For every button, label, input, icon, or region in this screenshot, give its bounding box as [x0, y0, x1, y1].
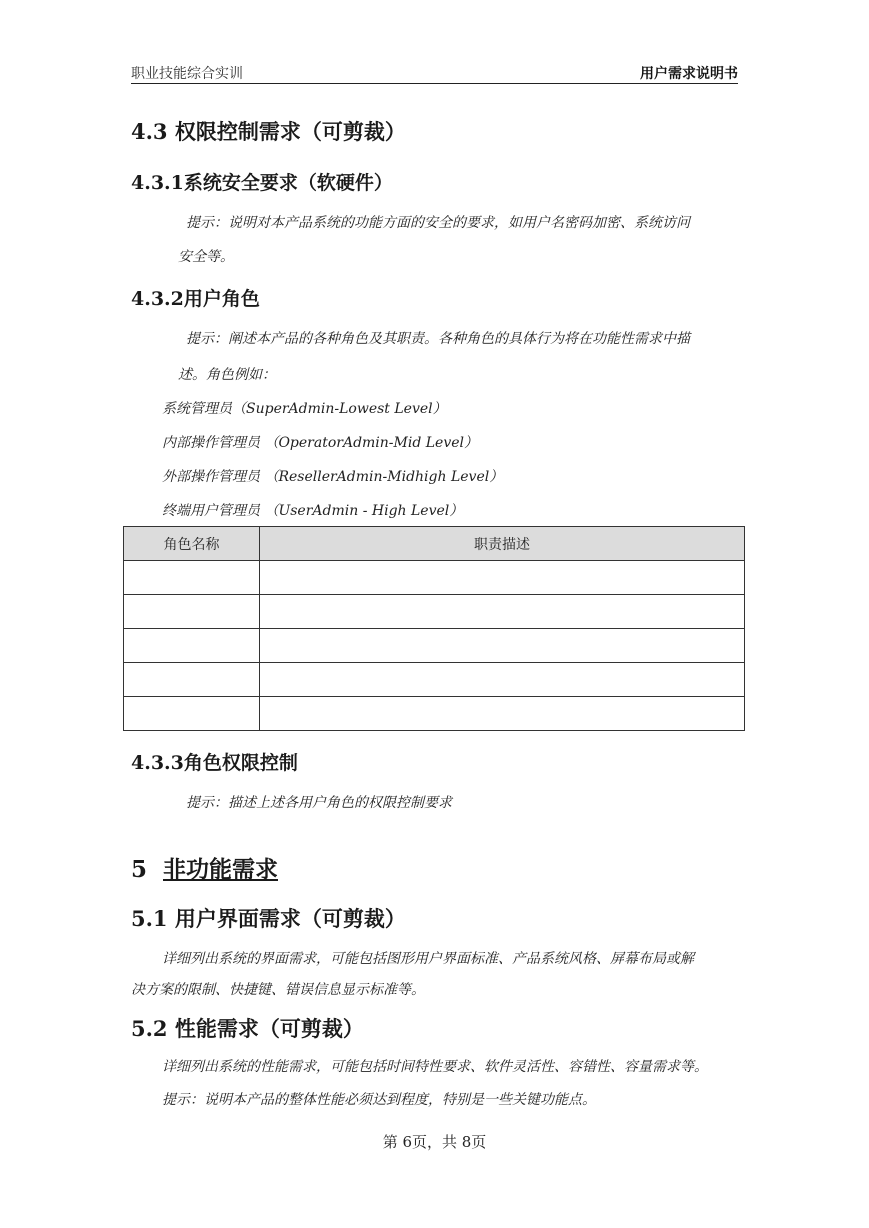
note-4-3-1-line2: 安全等。: [178, 249, 234, 265]
header-role-name: 角色名称: [124, 527, 260, 561]
cell-duty-description[interactable]: [260, 663, 745, 697]
header-right: 用户需求说明书: [640, 66, 738, 82]
note-4-3-2-line2: 述。角色例如：: [178, 367, 276, 383]
cell-duty-description[interactable]: [260, 697, 745, 731]
table-row: [124, 561, 745, 595]
cell-duty-description[interactable]: [260, 561, 745, 595]
body-5-1-line1: 详细列出系统的界面需求，可能包括图形用户界面标准、产品系统风格、屏幕布局或解: [162, 951, 694, 967]
header-left: 职业技能综合实训: [131, 66, 243, 82]
note-4-3-1-line1: 提示：说明对本产品系统的功能方面的安全的要求，如用户名密码加密、系统访问: [186, 215, 690, 231]
role-item: 内部操作管理员 （OperatorAdmin-Mid Level）: [162, 435, 479, 451]
table-row: [124, 697, 745, 731]
note-5-2: 提示：说明本产品的整体性能必须达到程度，特别是一些关键功能点。: [162, 1092, 596, 1108]
heading-4-3-1: 4.3.1系统安全要求（软硬件）: [131, 172, 393, 194]
note-4-3-3: 提示：描述上述各用户角色的权限控制要求: [186, 795, 452, 811]
cell-role-name[interactable]: [124, 561, 260, 595]
cell-role-name[interactable]: [124, 697, 260, 731]
note-4-3-2-line1: 提示：阐述本产品的各种角色及其职责。各种角色的具体行为将在功能性需求中描: [186, 331, 690, 347]
page-footer: 第 6页，共 8页: [382, 1133, 487, 1151]
role-item: 终端用户管理员 （UserAdmin - High Level）: [162, 503, 464, 519]
heading-5-number: 5: [131, 856, 148, 883]
heading-4-3-3: 4.3.3角色权限控制: [131, 752, 298, 774]
cell-role-name[interactable]: [124, 595, 260, 629]
heading-5-title: 非功能需求: [163, 856, 278, 883]
table-row: [124, 629, 745, 663]
cell-duty-description[interactable]: [260, 595, 745, 629]
table-row: [124, 595, 745, 629]
heading-4-3-2: 4.3.2用户角色: [131, 288, 260, 310]
body-5-2: 详细列出系统的性能需求，可能包括时间特性要求、软件灵活性、容错性、容量需求等。: [162, 1059, 708, 1075]
roles-table: [123, 526, 745, 731]
cell-duty-description[interactable]: [260, 629, 745, 663]
cell-role-name[interactable]: [124, 629, 260, 663]
cell-role-name[interactable]: [124, 663, 260, 697]
header-rule: [131, 83, 738, 84]
role-item: 外部操作管理员 （ResellerAdmin-Midhigh Level）: [162, 469, 504, 485]
heading-5: [131, 851, 278, 884]
heading-5-2: 5.2 性能需求（可剪裁）: [131, 1016, 364, 1041]
heading-4-3: 4.3 权限控制需求（可剪裁）: [131, 119, 406, 144]
table-header-row: [124, 527, 745, 561]
body-5-1-line2: 决方案的限制、快捷键、错误信息显示标准等。: [131, 982, 425, 998]
header-duty-description: 职责描述: [260, 527, 745, 561]
role-item: 系统管理员（SuperAdmin-Lowest Level）: [162, 401, 447, 417]
table-row: [124, 663, 745, 697]
heading-5-1: 5.1 用户界面需求（可剪裁）: [131, 906, 406, 931]
